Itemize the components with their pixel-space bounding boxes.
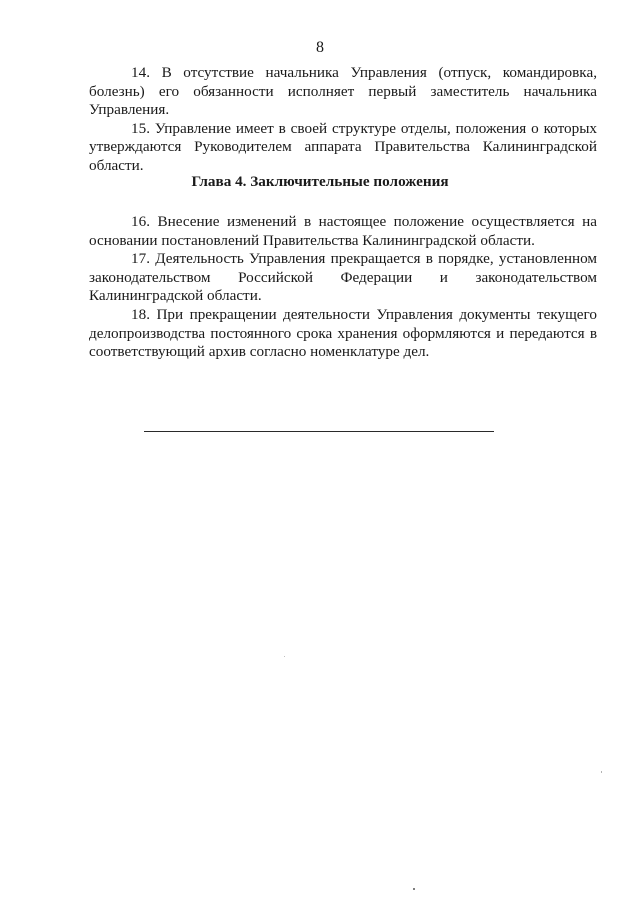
chapter-4-body — [89, 213, 597, 362]
closing-rule — [144, 431, 494, 432]
scan-speck — [413, 888, 415, 890]
paragraph-15: 15. Управление имеет в своей структуре отделы, положения о которых утверждаются Руководителем аппарата Правительства Калининградской области. — [89, 119, 597, 174]
paragraph-18: 18. При прекращении деятельности Управления документы текущего делопроизводства постоянного срока хранения оформляются и передаются в соответствующий архив согласно номенклатуре дел. — [89, 305, 597, 361]
scan-speck — [601, 771, 602, 773]
section-3-end — [89, 64, 597, 176]
paragraph-17: 17. Деятельность Управления прекращается в порядке, установленном законодательством Российской Федерации и законодательством Калининградской области. — [89, 250, 597, 305]
page-number: 8 — [316, 39, 324, 56]
paragraph-14: 14. В отсутствие начальника Управления (отпуск, командировка, болезнь) его обязанности исполняет первый заместитель начальника Управления. — [89, 64, 597, 119]
paragraph-16: 16. Внесение изменений в настоящее положение осуществляется на основании постановлений Правительства Калининградской области. — [89, 213, 597, 249]
scan-speck — [284, 656, 285, 657]
chapter-heading: Глава 4. Заключительные положения — [191, 173, 449, 190]
